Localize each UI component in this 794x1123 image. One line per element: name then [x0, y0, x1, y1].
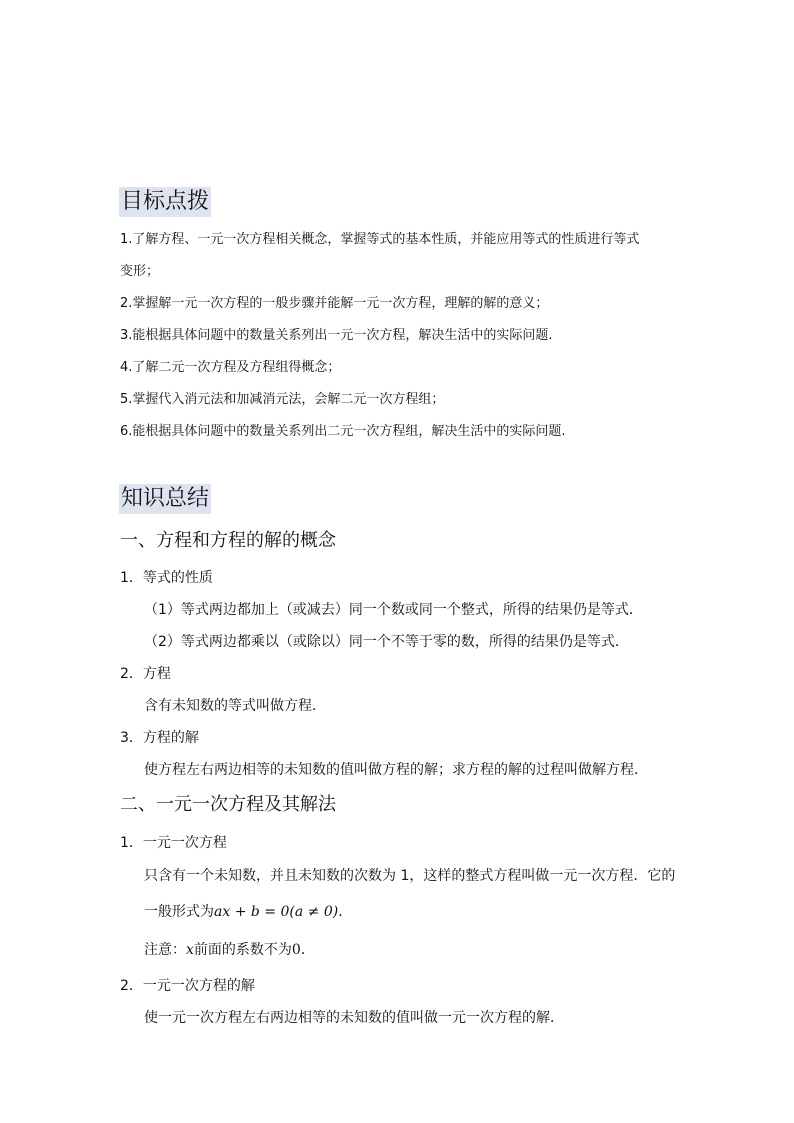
s1-item1-title: 1．等式的性质 — [120, 570, 213, 586]
goal-item-3: 3.能根据具体问题中的数量关系列出一元一次方程，解决生活中的实际问题. — [120, 328, 553, 343]
general-form-suffix: ． — [338, 904, 353, 920]
goal-item-5: 5.掌握代入消元法和加减消元法，会解二元一次方程组； — [120, 392, 445, 407]
section-2-title: 二、一元一次方程及其解法 — [120, 794, 336, 815]
summary-heading: 知识总结 — [119, 484, 211, 514]
goal-item-6: 6.能根据具体问题中的数量关系列出二元一次方程组，解决生活中的实际问题. — [120, 424, 566, 439]
note-zero: 0 — [291, 942, 301, 958]
note-text: 前面的系数不为 — [193, 942, 292, 958]
s1-item3-text: 使方程左右两边相等的未知数的值叫做方程的解；求方程的解的过程叫做解方程． — [144, 762, 648, 778]
s2-note — [144, 940, 315, 960]
s1-item1-sub2: （2）等式两边都乘以（或除以）同一个不等于零的数，所得的结果仍是等式． — [144, 634, 629, 650]
s1-item2-title: 2．方程 — [120, 666, 171, 682]
s1-item2-text: 含有未知数的等式叫做方程． — [144, 698, 326, 714]
goal-item-4: 4.了解二元一次方程及方程组得概念； — [120, 360, 341, 375]
note-variable: x — [186, 942, 194, 958]
s2-item1-text: 只含有一个未知数，并且未知数的次数为 1，这样的整式方程叫做一元一次方程．它的 — [144, 868, 676, 884]
goals-heading: 目标点拨 — [119, 187, 211, 217]
s2-item2-title: 2．一元一次方程的解 — [120, 978, 255, 994]
goal-item-1: 1.了解方程、一元一次方程相关概念，掌握等式的基本性质，并能应用等式的性质进行等式 — [120, 232, 640, 247]
s1-item1-sub1: （1）等式两边都加上（或减去）同一个数或同一个整式，所得的结果仍是等式． — [144, 602, 643, 618]
goal-item-1-cont: 变形； — [120, 264, 160, 279]
s2-item1-title: 1．一元一次方程 — [120, 835, 227, 851]
general-form-equation: ax + b = 0(a ≠ 0) — [214, 904, 339, 920]
s1-item3-title: 3．方程的解 — [120, 730, 199, 746]
note-prefix: 注意： — [144, 942, 186, 958]
note-suffix: ． — [300, 942, 315, 958]
goal-item-2: 2.掌握解一元一次方程的一般步骤并能解一元一次方程，理解的解的意义； — [120, 296, 549, 311]
general-form-prefix: 一般形式为 — [144, 904, 214, 920]
s2-general-form — [144, 902, 352, 922]
section-1-title: 一、方程和方程的解的概念 — [120, 530, 336, 551]
s2-item2-text: 使一元一次方程左右两边相等的未知数的值叫做一元一次方程的解． — [144, 1010, 564, 1026]
